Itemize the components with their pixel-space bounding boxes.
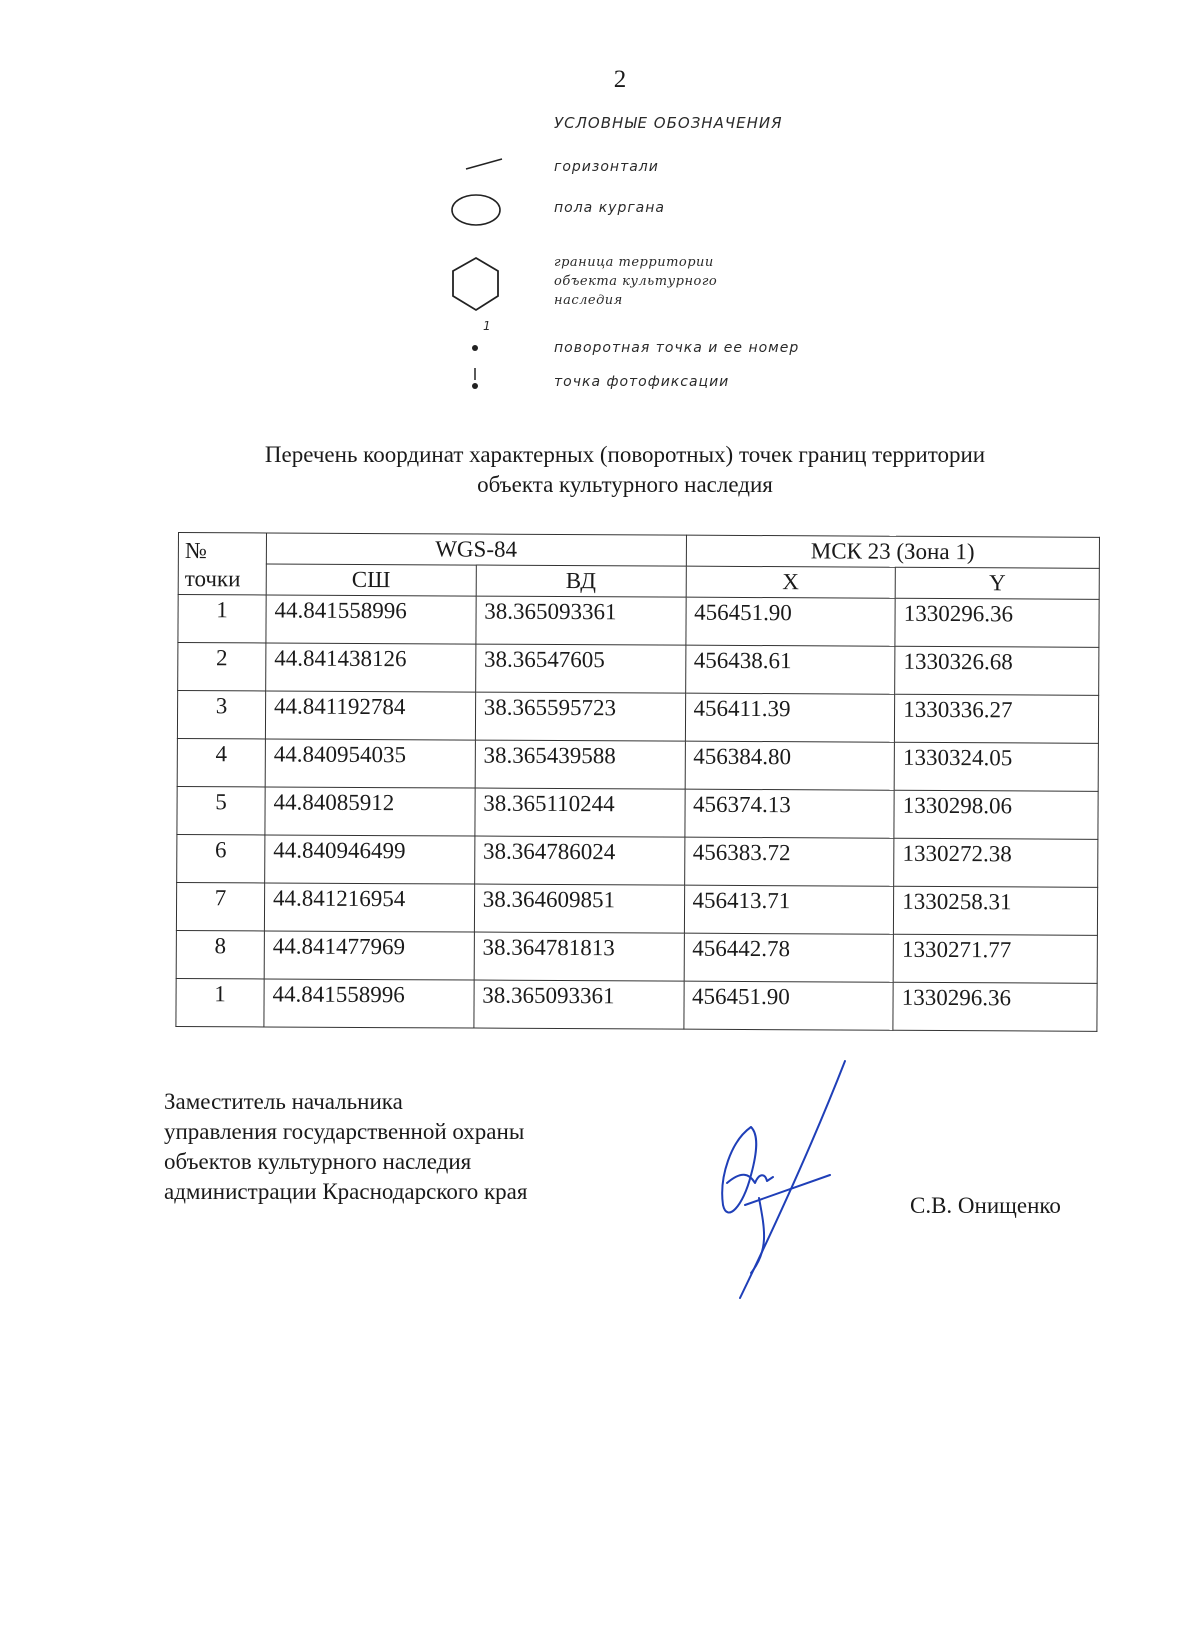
page-number: 2 [613, 66, 627, 93]
cell-num: 6 [177, 834, 265, 882]
header-lon: ВД [476, 565, 686, 597]
cell-x: 456383.72 [684, 837, 894, 886]
cell-num: 1 [178, 595, 266, 643]
signature-strokes [722, 1061, 845, 1298]
table-row [178, 643, 1099, 696]
table-row [178, 595, 1099, 648]
header-point-number [178, 533, 266, 595]
legend-label-mound: пола кургана [554, 200, 665, 216]
header-wgs84: WGS-84 [266, 533, 686, 566]
cell-lon: 38.365595723 [475, 692, 685, 741]
cell-x: 456451.90 [685, 597, 895, 646]
header-num-label: № [184, 538, 207, 564]
cell-num: 8 [176, 930, 264, 978]
handwritten-signature [715, 1055, 865, 1305]
cell-num: 5 [177, 786, 265, 834]
signatory-position: Заместитель начальника управления государственной охраны объектов культурного наследия администрации Краснодарского края [164, 1089, 528, 1204]
table-row [176, 930, 1097, 983]
header-y: Y [895, 567, 1099, 599]
cell-y: 1330326.68 [895, 646, 1099, 695]
cell-y: 1330298.06 [894, 790, 1098, 839]
cell-lon: 38.365110244 [475, 788, 685, 837]
table-row [176, 882, 1097, 935]
cell-lon: 38.364786024 [474, 836, 684, 885]
table-caption: Перечень координат характерных (поворотных) точек границ территории объекта культурного наследия [264, 442, 986, 497]
cell-lon: 38.365093361 [476, 596, 686, 645]
cell-lat: 44.84085912 [265, 787, 475, 836]
legend-title: УСЛОВНЫЕ ОБОЗНАЧЕНИЯ [554, 114, 783, 132]
cell-lat: 44.840946499 [265, 835, 475, 884]
cell-lat: 44.841558996 [264, 979, 474, 1028]
cell-y: 1330258.31 [894, 886, 1098, 935]
cell-lon: 38.365093361 [474, 980, 684, 1029]
cell-lat: 44.841477969 [264, 931, 474, 980]
cell-y: 1330336.27 [895, 694, 1099, 743]
legend-label-photo-point: точка фотофиксации [554, 374, 730, 390]
cell-num: 1 [176, 978, 264, 1026]
cell-y: 1330271.77 [893, 934, 1097, 983]
signatory-name: С.В. Онищенко [910, 1193, 1061, 1218]
legend-label-contours: горизонтали [554, 159, 659, 175]
cell-lon: 38.364609851 [474, 884, 684, 933]
header-msk23: МСК 23 (Зона 1) [686, 535, 1100, 568]
header-num-sublabel: точки [184, 566, 241, 592]
turn-point-number: 1 [483, 319, 491, 333]
hexagon-icon [440, 252, 510, 322]
cell-x: 456413.71 [684, 885, 894, 934]
cell-num: 7 [176, 882, 264, 930]
numbered-point-icon [440, 322, 510, 362]
table-row [177, 738, 1098, 791]
cell-lat: 44.841558996 [266, 595, 476, 644]
cell-x: 456451.90 [683, 981, 893, 1030]
cell-x: 456384.80 [685, 741, 895, 790]
table-row [176, 978, 1097, 1031]
cell-x: 456438.61 [685, 645, 895, 694]
cell-lat: 44.840954035 [265, 739, 475, 788]
cell-x: 456374.13 [684, 789, 894, 838]
cell-x: 456411.39 [685, 693, 895, 742]
cell-x: 456442.78 [684, 933, 894, 982]
legend [440, 112, 860, 412]
coordinates-table [175, 532, 1100, 1032]
cell-y: 1330324.05 [894, 742, 1098, 791]
header-lat: СШ [266, 564, 476, 596]
table-row [177, 691, 1098, 744]
cell-lon: 38.36547605 [475, 644, 685, 693]
cell-num: 4 [177, 738, 265, 786]
cell-lon: 38.365439588 [475, 740, 685, 789]
cell-lat: 44.841438126 [266, 643, 476, 692]
cell-lat: 44.841216954 [264, 883, 474, 932]
table-row [177, 786, 1098, 839]
cell-y: 1330296.36 [895, 598, 1099, 647]
cell-y: 1330296.36 [893, 982, 1097, 1031]
photo-point-icon [440, 362, 510, 402]
legend-label-turn-point: поворотная точка и ее номер [554, 340, 800, 356]
cell-lon: 38.364781813 [474, 932, 684, 981]
cell-lat: 44.841192784 [265, 691, 475, 740]
cell-num: 3 [177, 691, 265, 739]
header-x: X [686, 566, 896, 598]
legend-label-boundary: граница территории объекта культурного наследия [554, 255, 718, 308]
table-row [177, 834, 1098, 887]
ellipse-icon [440, 190, 510, 230]
contour-line-icon [440, 154, 510, 174]
cell-y: 1330272.38 [894, 838, 1098, 887]
cell-num: 2 [178, 643, 266, 691]
